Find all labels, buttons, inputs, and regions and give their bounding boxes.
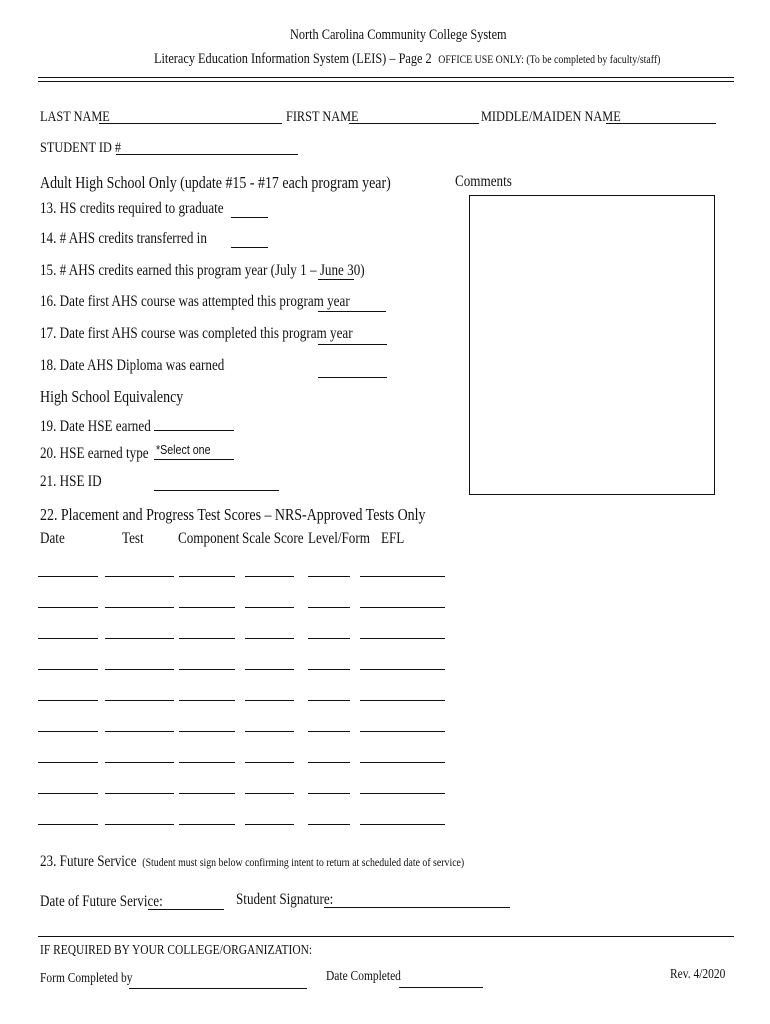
score-row-4-efl-field[interactable] <box>360 669 445 670</box>
score-row-9-efl-field[interactable] <box>360 824 445 825</box>
form-completed-by-label: Form Completed by <box>40 971 133 986</box>
score-row-8-test-field[interactable] <box>105 793 174 794</box>
future-service-title: 23. Future Service <box>40 853 137 870</box>
score-row-6-level-form-field[interactable] <box>308 731 350 732</box>
q19-label: 19. Date HSE earned <box>40 418 151 435</box>
future-date-label: Date of Future Service: <box>40 893 163 910</box>
score-row-4-component-field[interactable] <box>179 669 235 670</box>
if-required-label: IF REQUIRED BY YOUR COLLEGE/ORGANIZATION: <box>40 943 313 958</box>
score-row-7-date-field[interactable] <box>38 762 98 763</box>
form-title: North Carolina Community College System <box>290 27 507 43</box>
score-row-2-test-field[interactable] <box>105 607 174 608</box>
score-row-6-test-field[interactable] <box>105 731 174 732</box>
score-row-5-component-field[interactable] <box>179 700 235 701</box>
score-row-7-level-form-field[interactable] <box>308 762 350 763</box>
q20-label: 20. HSE earned type <box>40 445 149 462</box>
score-row-8-scale-score-field[interactable] <box>245 793 294 794</box>
student-id-label: STUDENT ID # <box>40 140 122 156</box>
score-row-7-efl-field[interactable] <box>360 762 445 763</box>
q16-field[interactable] <box>318 311 386 312</box>
score-row-6-efl-field[interactable] <box>360 731 445 732</box>
score-row-9-scale-score-field[interactable] <box>245 824 294 825</box>
last-name-field[interactable] <box>99 123 282 124</box>
score-row-6-scale-score-field[interactable] <box>245 731 294 732</box>
middle-name-field[interactable] <box>606 123 716 124</box>
score-row-7-test-field[interactable] <box>105 762 174 763</box>
header-divider <box>38 77 734 82</box>
score-row-8-date-field[interactable] <box>38 793 98 794</box>
score-row-5-level-form-field[interactable] <box>308 700 350 701</box>
ahs-heading: Adult High School Only (update #15 - #17 each program year) <box>40 173 391 192</box>
footer-divider <box>38 936 734 937</box>
score-row-5-date-field[interactable] <box>38 700 98 701</box>
first-name-field[interactable] <box>349 123 479 124</box>
score-row-1-component-field[interactable] <box>179 576 235 577</box>
score-row-3-level-form-field[interactable] <box>308 638 350 639</box>
col-efl-header: EFL <box>381 530 405 547</box>
revision-label: Rev. 4/2020 <box>670 967 726 982</box>
score-row-1-date-field[interactable] <box>38 576 98 577</box>
q15-field[interactable] <box>318 279 354 280</box>
score-row-2-scale-score-field[interactable] <box>245 607 294 608</box>
first-name-label: FIRST NAME <box>286 109 359 125</box>
score-row-5-test-field[interactable] <box>105 700 174 701</box>
q13-label: 13. HS credits required to graduate <box>40 200 224 217</box>
score-row-1-test-field[interactable] <box>105 576 174 577</box>
score-row-1-efl-field[interactable] <box>360 576 445 577</box>
score-row-6-component-field[interactable] <box>179 731 235 732</box>
score-row-7-component-field[interactable] <box>179 762 235 763</box>
score-row-7-scale-score-field[interactable] <box>245 762 294 763</box>
score-row-6-date-field[interactable] <box>38 731 98 732</box>
hse-type-select[interactable]: *Select one <box>156 442 211 457</box>
score-row-1-scale-score-field[interactable] <box>245 576 294 577</box>
score-row-2-level-form-field[interactable] <box>308 607 350 608</box>
col-test-header: Test <box>122 530 144 547</box>
q15-label: 15. # AHS credits earned this program year (July 1 – June 30) <box>40 262 365 279</box>
comments-box[interactable] <box>469 195 715 495</box>
q18-label: 18. Date AHS Diploma was earned <box>40 357 225 374</box>
student-signature-label: Student Signature: <box>236 891 334 908</box>
score-row-2-efl-field[interactable] <box>360 607 445 608</box>
last-name-label: LAST NAME <box>40 109 110 125</box>
student-id-field[interactable] <box>116 154 298 155</box>
q21-label: 21. HSE ID <box>40 473 102 490</box>
q20-field <box>154 459 234 460</box>
score-row-5-efl-field[interactable] <box>360 700 445 701</box>
date-completed-label: Date Completed <box>326 969 401 984</box>
score-row-3-scale-score-field[interactable] <box>245 638 294 639</box>
office-use-note: OFFICE USE ONLY: (To be completed by faculty/staff) <box>438 52 661 66</box>
q14-label: 14. # AHS credits transferred in <box>40 230 207 247</box>
comments-label: Comments <box>455 173 512 190</box>
q13-field[interactable] <box>231 217 268 218</box>
q19-field[interactable] <box>154 430 234 431</box>
form-completed-by-field[interactable] <box>129 988 307 989</box>
q17-field[interactable] <box>318 344 387 345</box>
future-service-heading <box>40 853 464 871</box>
q16-label: 16. Date first AHS course was attempted this program year <box>40 293 350 310</box>
score-row-9-test-field[interactable] <box>105 824 174 825</box>
subtitle-text: Literacy Education Information System (LEIS) – Page 2 <box>154 51 432 67</box>
q17-label: 17. Date first AHS course was completed this program year <box>40 325 353 342</box>
score-row-3-test-field[interactable] <box>105 638 174 639</box>
score-row-8-level-form-field[interactable] <box>308 793 350 794</box>
score-row-3-component-field[interactable] <box>179 638 235 639</box>
score-row-3-date-field[interactable] <box>38 638 98 639</box>
score-row-2-component-field[interactable] <box>179 607 235 608</box>
score-row-4-date-field[interactable] <box>38 669 98 670</box>
future-date-field[interactable] <box>148 909 224 910</box>
col-date-header: Date <box>40 530 65 547</box>
score-row-8-component-field[interactable] <box>179 793 235 794</box>
score-row-4-scale-score-field[interactable] <box>245 669 294 670</box>
q14-field[interactable] <box>231 247 268 248</box>
score-row-3-efl-field[interactable] <box>360 638 445 639</box>
form-subtitle <box>154 50 660 68</box>
score-row-2-date-field[interactable] <box>38 607 98 608</box>
score-row-4-test-field[interactable] <box>105 669 174 670</box>
score-row-8-efl-field[interactable] <box>360 793 445 794</box>
future-service-note: (Student must sign below confirming intent to return at scheduled date of service) <box>142 855 465 869</box>
q21-field[interactable] <box>154 490 279 491</box>
col-scale-score-header: Scale Score <box>242 530 304 547</box>
score-row-1-level-form-field[interactable] <box>308 576 350 577</box>
score-row-4-level-form-field[interactable] <box>308 669 350 670</box>
col-component-header: Component <box>178 530 240 547</box>
col-level-form-header: Level/Form <box>308 530 370 547</box>
tests-heading: 22. Placement and Progress Test Scores – NRS-Approved Tests Only <box>40 505 426 524</box>
score-row-5-scale-score-field[interactable] <box>245 700 294 701</box>
score-row-9-component-field[interactable] <box>179 824 235 825</box>
score-row-9-level-form-field[interactable] <box>308 824 350 825</box>
q18-field[interactable] <box>318 377 387 378</box>
score-row-9-date-field[interactable] <box>38 824 98 825</box>
date-completed-field[interactable] <box>399 987 483 988</box>
hse-heading: High School Equivalency <box>40 387 184 406</box>
student-signature-field[interactable] <box>324 907 510 908</box>
middle-name-label: MIDDLE/MAIDEN NAME <box>481 109 621 125</box>
